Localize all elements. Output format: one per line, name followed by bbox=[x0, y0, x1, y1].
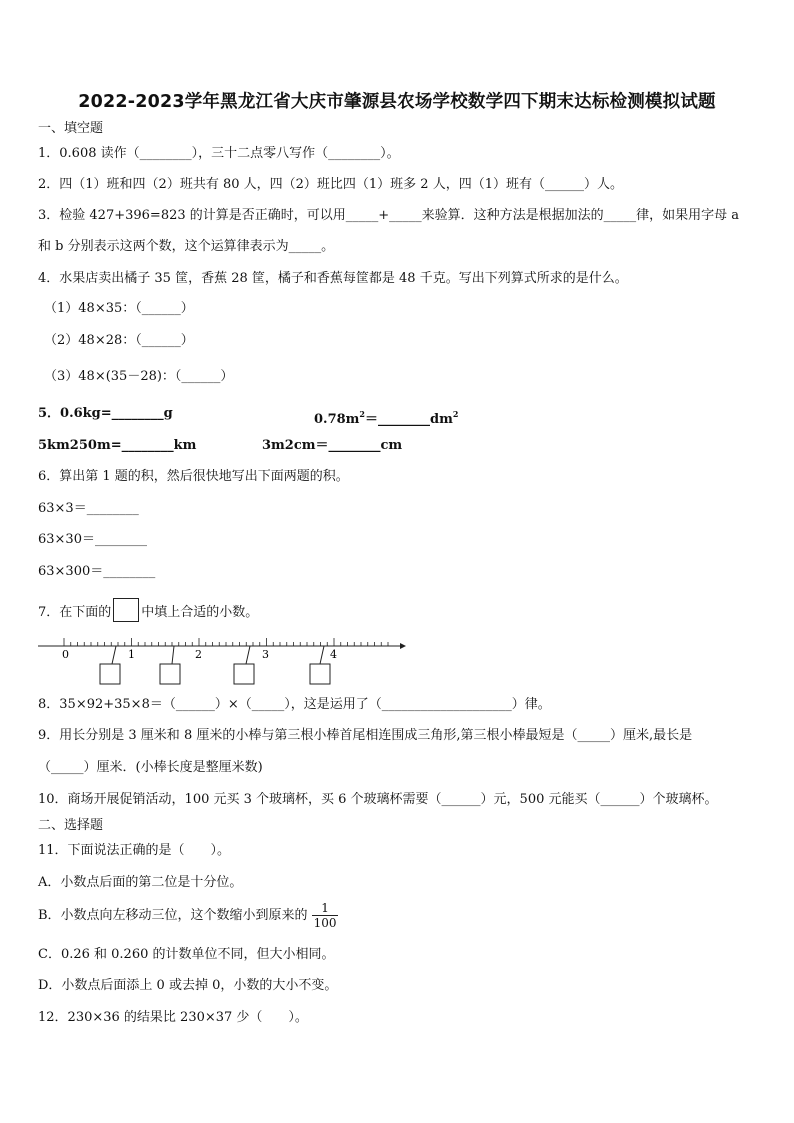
option-a: A．小数点后面的第二位是十分位。 bbox=[38, 875, 243, 890]
question-9-line-2: （_____）厘米．(小棒长度是整厘米数) bbox=[38, 760, 263, 775]
option-d: D．小数点后面添上 0 或去掉 0，小数的大小不变。 bbox=[38, 978, 338, 993]
question-6-part-3: 63×300＝________ bbox=[38, 564, 156, 579]
question-4-part-2: （2）48×28：（______） bbox=[44, 333, 194, 348]
superscript-2b: 2 bbox=[452, 409, 459, 419]
question-1: 1．0.608 读作（________），三十二点零八写作（________）。 bbox=[38, 146, 400, 161]
number-line-ticks bbox=[64, 638, 388, 646]
number-line-arrow bbox=[400, 643, 406, 649]
question-3-line-2: 和 b 分别表示这两个数，这个运算律表示为_____。 bbox=[38, 239, 335, 254]
question-9-line-1: 9．用长分别是 3 厘米和 8 厘米的小棒与第三根小棒首尾相连围成三角形,第三根小棒最短是（_____）厘米,最长是 bbox=[38, 728, 693, 743]
option-b-text: B．小数点向左移动三位，这个数缩小到原来的 bbox=[38, 908, 308, 923]
question-5-b bbox=[314, 405, 458, 429]
question-5-a: 5．0.6kg=________g bbox=[38, 406, 173, 421]
answer-marker-3 bbox=[234, 646, 254, 684]
question-8: 8．35×92+35×8＝（______）×（_____），这是运用了（____________________）律。 bbox=[38, 697, 551, 712]
tick-label-0: 0 bbox=[62, 648, 69, 661]
question-7 bbox=[38, 598, 258, 622]
question-6-part-1: 63×3＝________ bbox=[38, 501, 139, 516]
section-choice: 二、选择题 bbox=[38, 818, 104, 833]
number-line bbox=[34, 634, 414, 688]
answer-box-sample bbox=[113, 598, 139, 622]
question-11: 11．下面说法正确的是（ ）。 bbox=[38, 843, 231, 858]
section-fill-blank: 一、填空题 bbox=[38, 121, 104, 136]
question-7-prefix: 7．在下面的 bbox=[38, 605, 112, 620]
question-4: 4．水果店卖出橘子 35 筐，香蕉 28 筐，橘子和香蕉每筐都是 48 千克。写出下列算式所求的是什么。 bbox=[38, 271, 628, 286]
option-c: C．0.26 和 0.260 的计数单位不同，但大小相同。 bbox=[38, 947, 335, 962]
answer-box-1[interactable] bbox=[100, 664, 120, 684]
fraction-one-hundredth bbox=[312, 901, 339, 930]
tick-label-1: 1 bbox=[128, 648, 135, 661]
answer-box-4[interactable] bbox=[310, 664, 330, 684]
answer-marker-4 bbox=[310, 646, 330, 684]
question-6: 6．算出第 1 题的积，然后很快地写出下面两题的积。 bbox=[38, 469, 349, 484]
question-7-suffix: 中填上合适的小数。 bbox=[141, 605, 259, 620]
question-12: 12．230×36 的结果比 230×37 少（ ）。 bbox=[38, 1010, 308, 1025]
question-3-line-1: 3．检验 427+396=823 的计算是否正确时，可以用_____+_____来验算．这种方法是根据加法的_____律，如果用字母 a bbox=[38, 208, 740, 223]
question-2: 2．四（1）班和四（2）班共有 80 人，四（2）班比四（1）班多 2 人，四（1）班有（______）人。 bbox=[38, 177, 623, 192]
question-6-part-2: 63×30＝________ bbox=[38, 532, 147, 547]
question-10: 10．商场开展促销活动，100 元买 3 个玻璃杯，买 6 个玻璃杯需要（______）元，500 元能买（______）个玻璃杯。 bbox=[38, 792, 718, 807]
fraction-denominator: 100 bbox=[313, 916, 337, 930]
option-b bbox=[38, 901, 338, 930]
tick-label-2: 2 bbox=[195, 648, 202, 661]
tick-label-4: 4 bbox=[330, 648, 337, 661]
answer-marker-2 bbox=[160, 646, 180, 684]
fraction-numerator: 1 bbox=[312, 901, 339, 916]
question-5-b-blank: ＝________dm bbox=[365, 412, 453, 427]
question-5-c: 5km250m=________km bbox=[38, 438, 197, 453]
page-title: 2022-2023学年黑龙江省大庆市肇源县农场学校数学四下期末达标检测模拟试题 bbox=[78, 92, 716, 112]
question-5-b-text: 0.78m bbox=[314, 412, 360, 427]
answer-box-3[interactable] bbox=[234, 664, 254, 684]
question-4-part-1: （1）48×35：（______） bbox=[44, 301, 194, 316]
superscript-2: 2 bbox=[359, 409, 365, 419]
answer-box-2[interactable] bbox=[160, 664, 180, 684]
answer-marker-1 bbox=[100, 646, 120, 684]
tick-label-3: 3 bbox=[262, 648, 269, 661]
question-5-d: 3m2cm＝________cm bbox=[262, 438, 403, 453]
question-4-part-3: （3）48×(35－28)：（______） bbox=[44, 369, 234, 384]
